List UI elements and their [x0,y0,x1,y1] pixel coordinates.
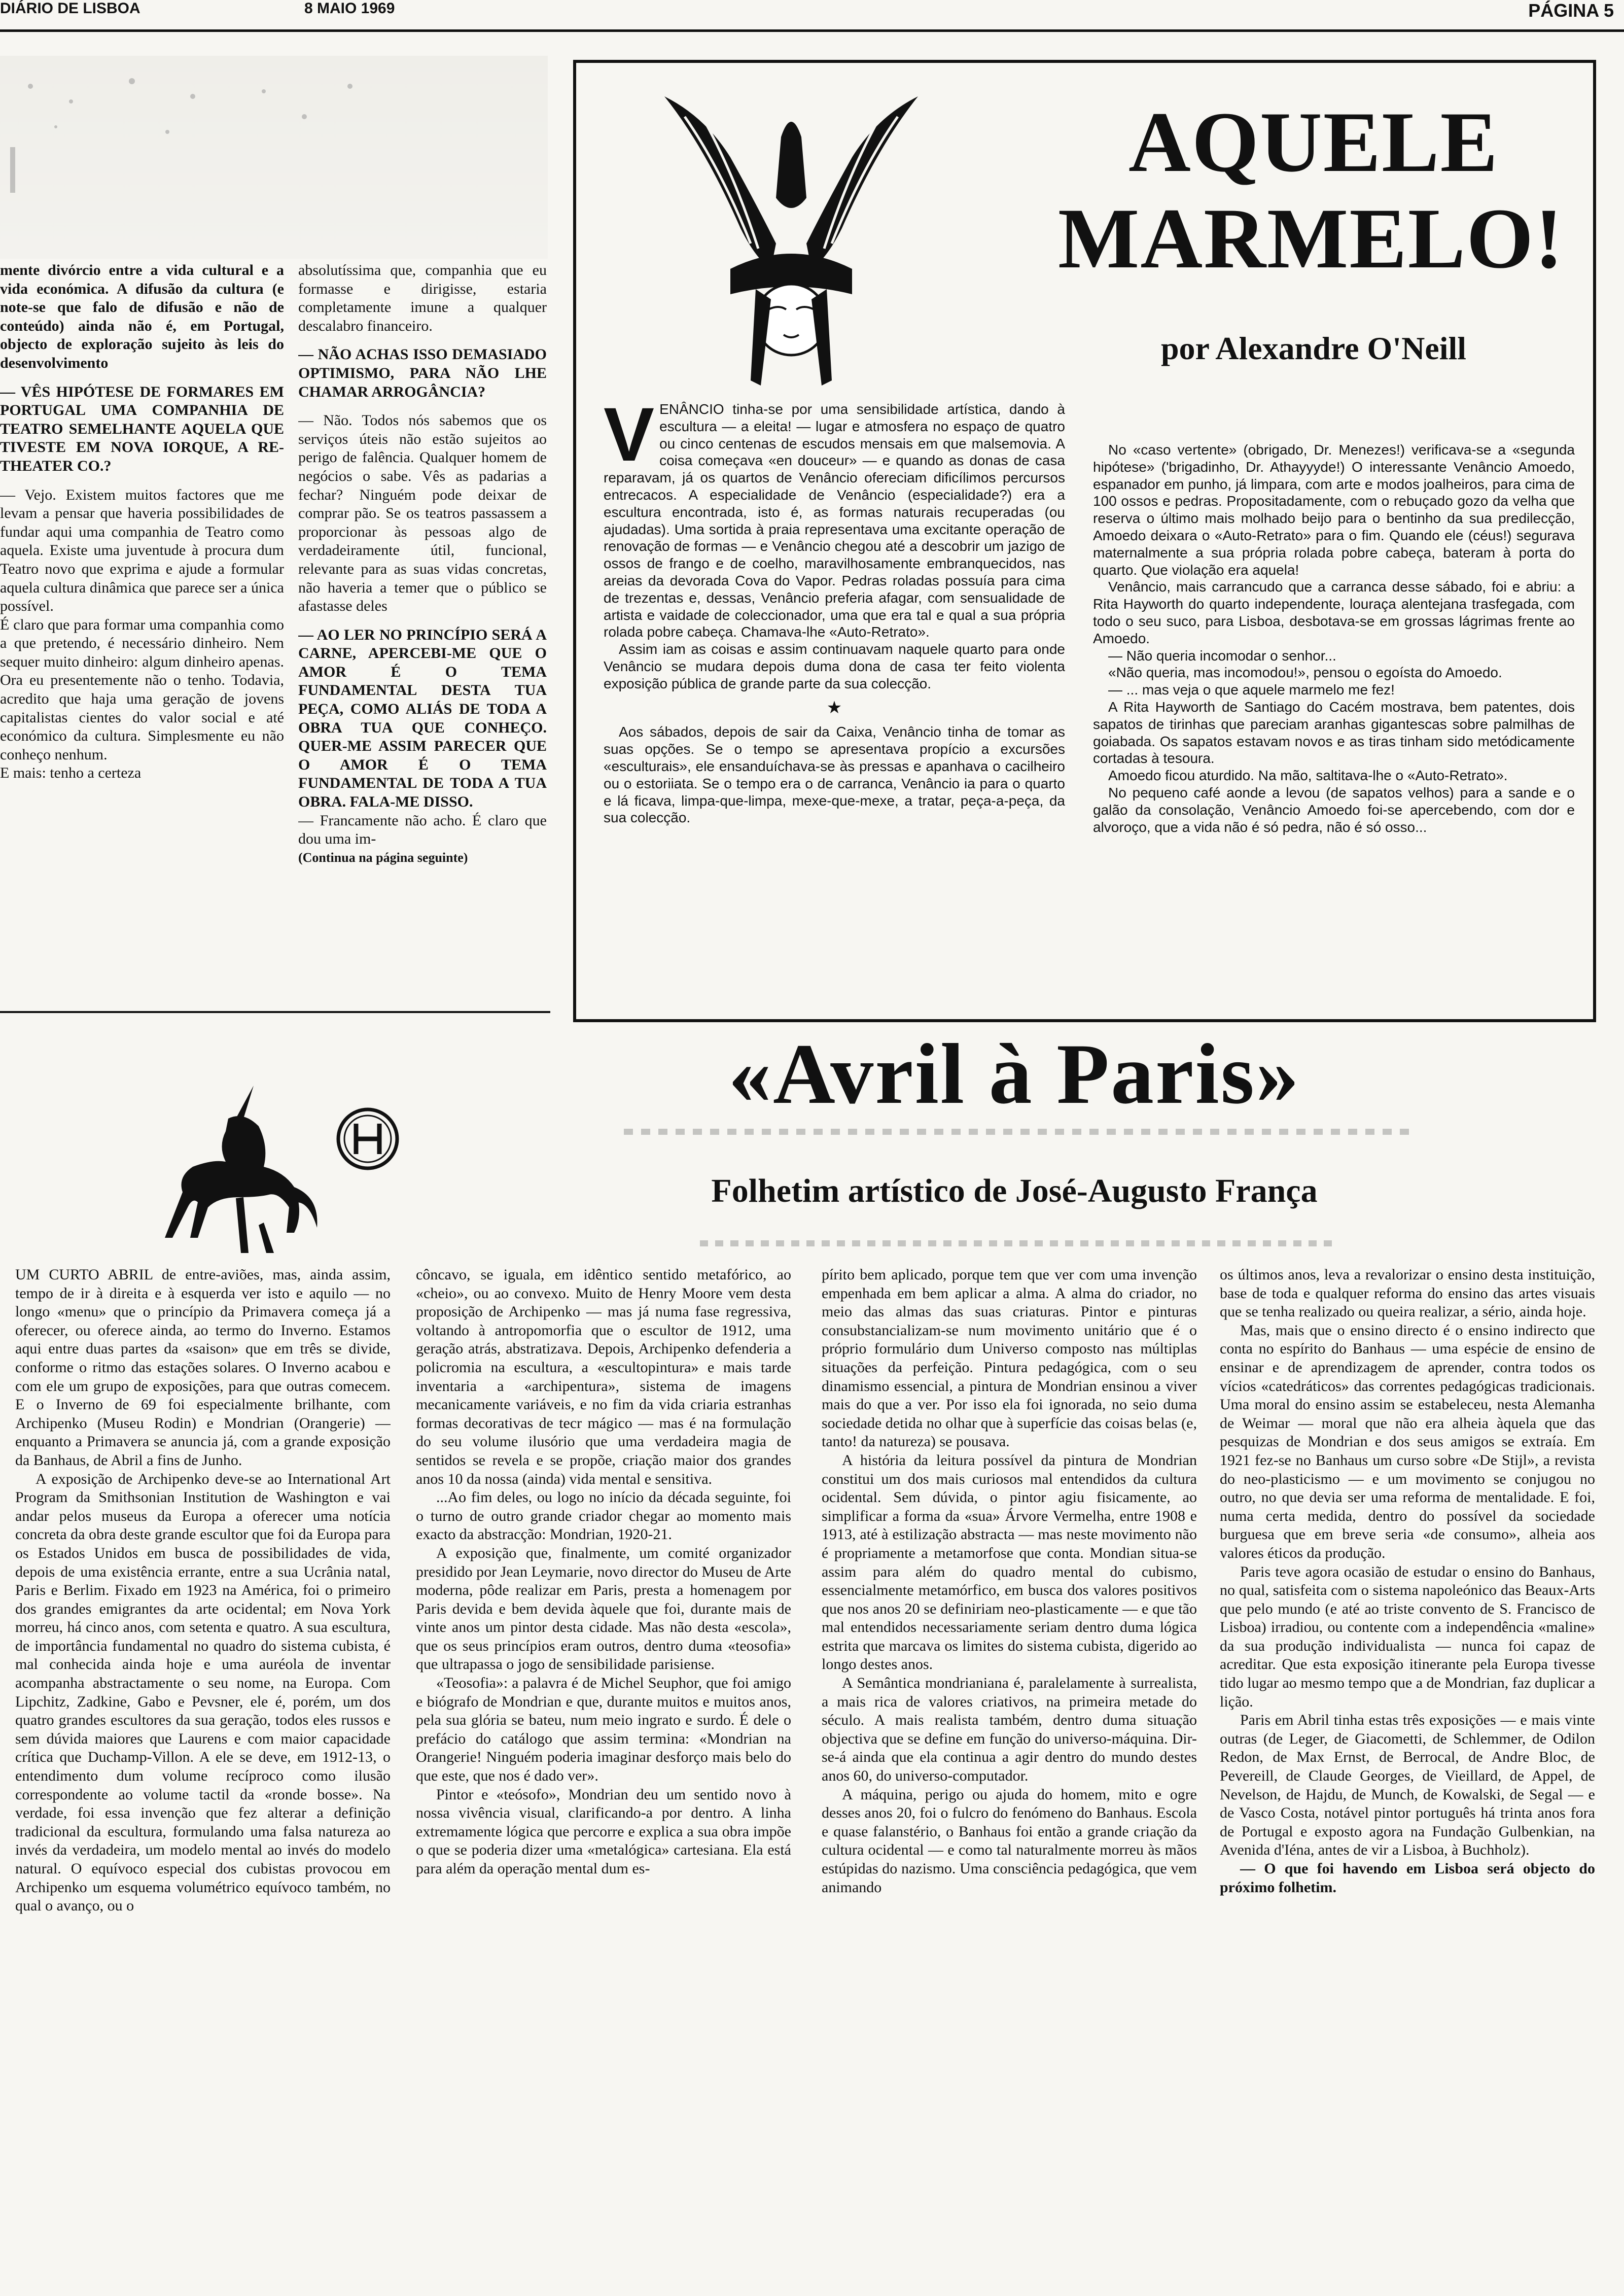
paragraph: Paris teve agora ocasião de estudar o ensino do Banhaus, no qual, satisfeita com o sistema napoleónico das Beaux-Arts que pelo mundo (e até ao triste convento de S. Francisco de Lisboa) irradiou, ou contente com a independência «maline» da sua produção individualista — nunca foi capaz de acreditar. Que esta exposição itinerante pela Europa tivesse tido lugar ao mesmo tempo que a de Mondrian, faz duplicar a lição. [1220,1563,1595,1710]
paragraph: A máquina, perigo ou ajuda do homem, mito e ogre desses anos 20, foi o fulcro do fenómeno do Banhaus. Escola e quase falanstério, o Banhaus foi então a grande criação da cultura ocidental — e como tal naturalmente morreu às mãos estúpidas do nazismo. Uma consciência pedagógica, que vem animando [822,1786,1197,1896]
avril-col4 [1220,1266,1595,2280]
paragraph: absolutíssima que, companhia que eu formasse e dirigisse, estaria completamente imune a qualquer descalabro financeiro. [298,262,547,334]
faded-image-icon [0,56,548,259]
paragraph: A exposição que, finalmente, um comité organizador presidido por Jean Leymarie, novo director do Museu de Arte moderna, pôde realizar em Paris, presta a homenagem por Paris devida e bem devida àquele que foi, durante mais de vinte anos um pintor desta cidade. Mas não desta «escola», que os seus princípios eram outros, dentro duma «teosofia» que ultrapassa o jogo de sensibilidade parisiense. [416,1544,791,1673]
avril-col3 [822,1266,1197,2280]
paragraph: «Teosofia»: a palavra é de Michel Seuphor, que foi amigo e biógrafo de Mondrian e que, durante muitos e muitos anos, pela sua glória se bateu, num meio ingrato e surdo. É dele o prefácio do catálogo que assim termina: «Mondrian na Orangerie! Ninguém poderia imaginar desforço mais belo do que este, que nos é dado ver». [416,1675,791,1785]
emblem [335,1106,401,1172]
drop-cap: V [604,401,655,477]
marmelo-title-line1: AQUELE [1128,94,1499,190]
continuation-note: (Continua na página seguinte) [298,850,468,865]
issue-date: 8 MAIO 1969 [304,0,395,17]
ornament-line [624,1129,1410,1135]
paragraph: Amoedo ficou aturdido. Na mão, saltitava-lhe o «Auto-Retrato». [1108,768,1508,784]
unicorn-icon [117,1070,335,1263]
paragraph: Paris em Abril tinha estas três exposições — e mais vinte outras (de Leger, de Giacometti, de Schlemmer, de Odilon Redon, de Max Ernst, de Berrocal, de Andre Bloc, de Pevereill, de Claude Georges, de Vieillard, de Appel, de Nevelson, de Hajdu, de Munch, de Kowalski, de Segal — e de Vasco Costa, notável pintor português há trinta anos fora de Portugal e exposto agora na Fundação Gulbenkian, na Avenida d'Iéna, antes de vir a Lisboa, à Buchholz). [1220,1712,1595,1859]
paragraph: É claro que para formar uma companhia como a que pretendo, é necessário dinheiro. Nem sequer muito dinheiro: algum dinheiro apenas. Ora eu presentemente não o tenho. Todavia, acredito que haja uma geração de jovens capitalistas cientes do valor social e até económico da cultura. Simplesmente eu não conheço nenhum. [0,616,284,763]
header-rule [0,29,1624,32]
newspaper-name: DIÁRIO DE LISBOA [0,0,140,17]
marmelo-byline: por Alexandre O'Neill [1160,330,1467,366]
paragraph: — Não. Todos nós sabemos que os serviços úteis não estão sujeitos ao perigo de falência. Qualquer homem de negócios o sabe. Vês as padarias a fechar? Ninguém pode deixar de comprar pão. Se os teatros passassem a proporcionar às pessoas algo de verdadeiramente útil, funcional, relevante para as suas vidas concretas, não haveria a temer que o público se afastasse deles [298,412,547,615]
paragraph: ...Ao fim deles, ou logo no início da década seguinte, foi o turno de outro grande criador chegar ao momento mais exacto da abstracção: Mondrian, 1920-21. [416,1489,791,1543]
column-rule [0,1011,550,1013]
paragraph: côncavo, se iguala, em idêntico sentido metafórico, ao «cheio», ou ao convexo. Muito de Henry Moore vem desta proposição de Archipenko — mas já numa fase regressiva, voltando à antropomorfia que o escultor de 1912, uma geração atrás, abstratizava. Depois, Archipenko defenderia a policromia na escultura, a «escultopintura» e mais tarde inventaria a «archipentura», sistema de imagens mecanicamente variáveis, e no fim da vida criaria estranhas formas decorativas de tecr mágico — mas é na formulação do seu volume ilusório que uma verdadeira magia de sentidos se revela e se propõe, criação maior dos grandes anos 10 da nossa (ainda) vida mental e sensitiva. [416,1266,791,1487]
paragraph: E mais: tenho a certeza [0,764,142,782]
paragraph: mente divórcio entre a vida cultural e a vida económica. A difusão da cultura (e note-se que falo de difusão e não de conteúdo) ainda não é, em Portugal, objecto de exploração sujeito às leis do desenvolvimento [0,262,284,371]
page-number: PÁGINA 5 [1528,0,1614,21]
interview-question: — VÊS HIPÓTESE DE FORMARES EM PORTUGAL UMA COMPANHIA DE TEATRO SEMELHANTE AQUELA QUE TIVESTE EM NOVA IORQUE, A RE-THEATER CO.? [0,383,284,474]
interview-question: — AO LER NO PRINCÍPIO SERÁ A CARNE, APERCEBI-ME QUE O AMOR É O TEMA FUNDAMENTAL DESTA TUA PEÇA, COMO ALIÁS DE TODA A OBRA TUA QUE CONHEÇO. QUER-ME ASSIM PARECER QUE O AMOR É O TEMA FUNDAMENTAL DE TODA A TUA OBRA. FALA-ME DISSO. [298,626,547,811]
avril-col2 [416,1266,791,2280]
paragraph: — Francamente não acho. É claro que dou uma im- [298,812,547,848]
paragraph: Aos sábados, depois de sair da Caixa, Venâncio tinha de tomar as suas opções. Se o tempo se apresentava propício a excursões «esculturais», ele ensanduíchava-se às pressas e apanhava o cacilheiro ou o estoriiata. Se o tempo era o de carranca, Venâncio ia para o quarto e lá ficava, limpa-que-limpa, mexe-que-mexe, a tratar, peça-a-peça, da sua colecção. [604,724,1065,826]
marmelo-col2 [1093,441,1575,999]
paragraph: Mas, mais que o ensino directo é o ensino indirecto que conta no espírito do Banhaus — uma espécie de ensino de ensinar e de aprendizagem de aprender, contra todos os vícios «catedráticos» das correntes pedagógicas tradicionais. Uma moral do ensino assim se estabeleceu, nesta Alemanha de Weimar — moral que não era alheia àquela que das pesquizas de Mondrian e dos seus amigos se extraía. Em 1921 fez-se no Banhaus um curso sobre «De Stijl», a revista do neo-plasticismo — e um movimento se conjugou no outro, no que devia ser uma reforma de mentalidade. E foi, numa certa medida, dentro do possível da sociedade burguesa que em breve seria «de consumo», alheia aos valores éticos da produção. [1220,1321,1595,1561]
paragraph: A exposição de Archipenko deve-se ao International Art Program da Smithsonian Institution de Washington e vai andar pelos museus da Europa a oferecer uma notícia concreta da obra deste grande escultor que foi da Europa para os Estados Unidos em busca de possibilidades de vida, depois de uma existência errante, entre a sua Ucrânia natal, Paris e Berlim. Fixado em 1923 na América, foi o primeiro dos grandes emigrantes da arte ocidental; em Nova York morreu, há cinco anos, com setenta e quatro. A sua escultura, de importância fundamental no quadro do sistema cubista, é mal conhecida ainda hoje e uma auréola de inventar acompanha abstractamente o seu nome, na Europa. Com Lipchitz, Zadkine, Gabo e Pevsner, ele é, porém, um dos quatro grandes escultores da sua geração, todos eles russos e sem dúvida maiores que Laurens e com maior capacidade crítica que Duchamp-Villon. A ele se deve, em 1912-13, o entendimento dum volume recíproco como ilusão correspondente ao volume tactil da «ronde bosse». Na verdade, foi essa invenção que fez alterar a definição tradicional da escultura, formulando uma falsa natureza ao invés da verdadeira, um modelo mental ao invés do modelo natural. O equívoco especial dos cubistas provocou em Archipenko um esquema volumétrico equívoco também, no qual o avanço, ou o [15,1470,391,1915]
avril-subtitle: Folhetim artístico de José-Augusto França [711,1172,1318,1209]
faded-photo-area [0,56,548,259]
paragraph: UM CURTO ABRIL de entre-aviões, mas, ainda assim, tempo de ir à direita e à esquerda ver isto e aquilo — no longo «menu» que o princípio da Primavera começa já a oferecer, ou oferece ainda, ao termo do Inverno. Estamos aqui entre duas partes da «saison» que em três se divide, conforme o ritmo das estações solares. O Inverno acabou e com ele um grupo de exposições, para que outras comecem. E o Inverno de 69 foi especialmente brilhante, com Archipenko (Museu Rodin) e Mondrian (Orangerie) — enquanto a Primavera se anuncia já, com a grande exposição da Banhaus, de Abril a fins de Junho. [15,1266,391,1469]
paragraph: — Vejo. Existem muitos factores que me levam a pensar que haveria possibilidades de fundar aqui uma companhia de Teatro como aquela. Existe uma juventude à procura dum Teatro novo que exprima e ajude a formular aquela cultura dinâmica que parece ser a única possível. [0,486,284,615]
avril-title: «Avril à Paris» [728,1026,1300,1122]
winged-figure-icon [654,76,928,401]
paragraph: Pintor e «teósofo», Mondrian deu um sentido novo à nossa vivência visual, clarificando-a por dentro. A linha extremamente lógica que percorre e explica a sua obra impõe o que se poderia dizer uma «metalógica» cartesiana. Ela está para além da operação mental dum es- [416,1786,791,1877]
paragraph: «Não queria, mas incomodou!», pensou o egoísta do Amoedo. [1108,665,1502,681]
marmelo-col1 [604,401,1065,999]
ornament-line [700,1240,1334,1246]
left-article-col2 [298,261,547,1007]
paragraph: No «caso vertente» (obrigado, Dr. Menezes!) verificava-se a «segunda hipótese» ('brigadinho, Dr. Athayyyde!) O interessante Venâncio Amoedo, espanador em punho, já limpara, com arte e modos joalheiros, para cima de 100 ossos e pedras. Propositadamente, com o rebuçado gozo da velha que reserva o último mais molhado beijo para o bentinho da sua predilecção, Amoedo deixara o «Auto-Retrato» para o fim. Quando ele (céus!) segurava maternalmente a sua própria rolada pobre cabeça, bateram à porta do quarto. Que violação era aquela! [1093,442,1575,578]
angel-illustration [654,76,928,401]
paragraph: — Não queria incomodar o senhor... [1108,647,1336,664]
avril-col1 [15,1266,391,2280]
section-star: ★ [826,698,842,717]
paragraph: pírito bem aplicado, porque tem que ver com uma invenção empenhada em bem aplicar a alma. A alma do criador, no meio das almas das suas criaturas. Pintor e pinturas consubstancializam-se num movimento unitário que é o próprio formulário dum Universo composto nas múltiplas situações da perfeição. Pintura pedagógica, com o seu dinamismo essencial, a pintura de Mondrian ensinou a viver mais do que a ver. Por isso ela foi ignorada, no seio duma sociedade detida no olhar que à superfície das coisas belas (e, tanto! da natureza) se pousava. [822,1266,1197,1450]
h-monogram-icon [335,1106,401,1172]
paragraph: No pequeno café aonde a levou (de sapatos velhos) para a sande e o galão da consolação, Venâncio Amoedo foi-se apercebendo, com dor e alvoroço, que a vida não é só pedra, não é só osso... [1093,784,1575,835]
interview-question: — NÃO ACHAS ISSO DEMASIADO OPTIMISMO, PARA NÃO LHE CHAMAR ARROGÂNCIA? [298,346,547,400]
paragraph: Venâncio, mais carrancudo que a carranca desse sábado, foi e abriu: a Rita Hayworth do quarto independente, louraça alentejana trasfegada, com todo o seu suco, para Lisboa, desbotava-se em grossas lágrimas frente ao Amoedo. [1093,579,1575,646]
marmelo-title-line2: MARMELO! [1057,191,1565,286]
paragraph: A história da leitura possível da pintura de Mondrian constitui um dos mais curiosos mal entendidos da cultura ocidental. Sem dúvida, o pintor agiu fisicamente, ao simplificar a forma da «sua» Árvore Vermelha, entre 1908 e 1913, até à estilização abstracta — mas neste movimento não é propriamente a metamorfose que conta. Mondian situa-se assim para além do quadro mental do cubismo, essencialmente metamórfico, em busca dos valores positivos que nos anos 20 se definiriam neo-plasticamente — e que tão mal entendidos necessariamente seriam dentro duma lógica estrita que marcava os limites do sistema cubista, digerido ao longo destes anos. [822,1451,1197,1673]
paragraph: — O que foi havendo em Lisboa será objecto do próximo folhetim. [1220,1860,1595,1896]
paragraph: A Semântica mondrianiana é, paralelamente à surrealista, a mais rica de valores criativos, na primeira metade do século. A mais realista também, dentro duma situação objectiva que se define em função do universo-máquina. Dir-se-á ainda que ela continua a agir dentro do mundo destes anos 60, do universo-computador. [822,1675,1197,1785]
paragraph: os últimos anos, leva a revalorizar o ensino desta instituição, base de toda e qualquer reforma do ensino das artes visuais que se tenha realizado ou queira realizar, a sério, ainda hoje. [1220,1266,1595,1320]
left-article-col1 [0,261,284,1007]
paragraph: ENÂNCIO tinha-se por uma sensibilidade artística, dando à escultura — a eleita! — lugar e atmosfera no espaço de quatro ou cinco centenas de escudos mensais em que malsemovia. A coisa começava «en douceur» — e quando as donas de casa reparavam, já os quartos de Venâncio ofereciam dificílimos percursos entrecacos. A especialidade de Venâncio (especialidade?) era a escultura encontrada, isto é, as formas naturais recuperadas (ou ajudadas). Uma sortida à praia representava uma excitante operação de renovação de formas — e Venâncio chegou até a descobrir um jazigo de ossos de frango e de coelho, maravilhosamente embranquecidos, nas areias da devorada Cova do Vapor. Pedras roladas possuía para cima de trezentas e, dessas, Venâncio preferia afagar, com sensualidade de artista e vaidade de coleccionador, uma que era tal e qual a sua própria rolada pobre cabeça. Chamava-lhe «Auto-Retrato». [604,401,1065,640]
unicorn-illustration [117,1070,335,1263]
paragraph: A Rita Hayworth de Santiago do Cacém mostrava, bem patentes, dois sapatos de tirinhas que pareciam aranhas gigantescas sobre palmilhas de goiabada. Os sapatos estavam novos e as tiras tinham sido metódicamente cortadas à tesoura. [1093,699,1575,767]
paragraph: — ... mas veja o que aquele marmelo me fez! [1108,682,1395,698]
paragraph: Assim iam as coisas e assim continuavam naquele quarto para onde Venâncio se mudara depois duma dona de casa ter feito violenta exposição pública de grande parte da sua colecção. [604,641,1065,691]
